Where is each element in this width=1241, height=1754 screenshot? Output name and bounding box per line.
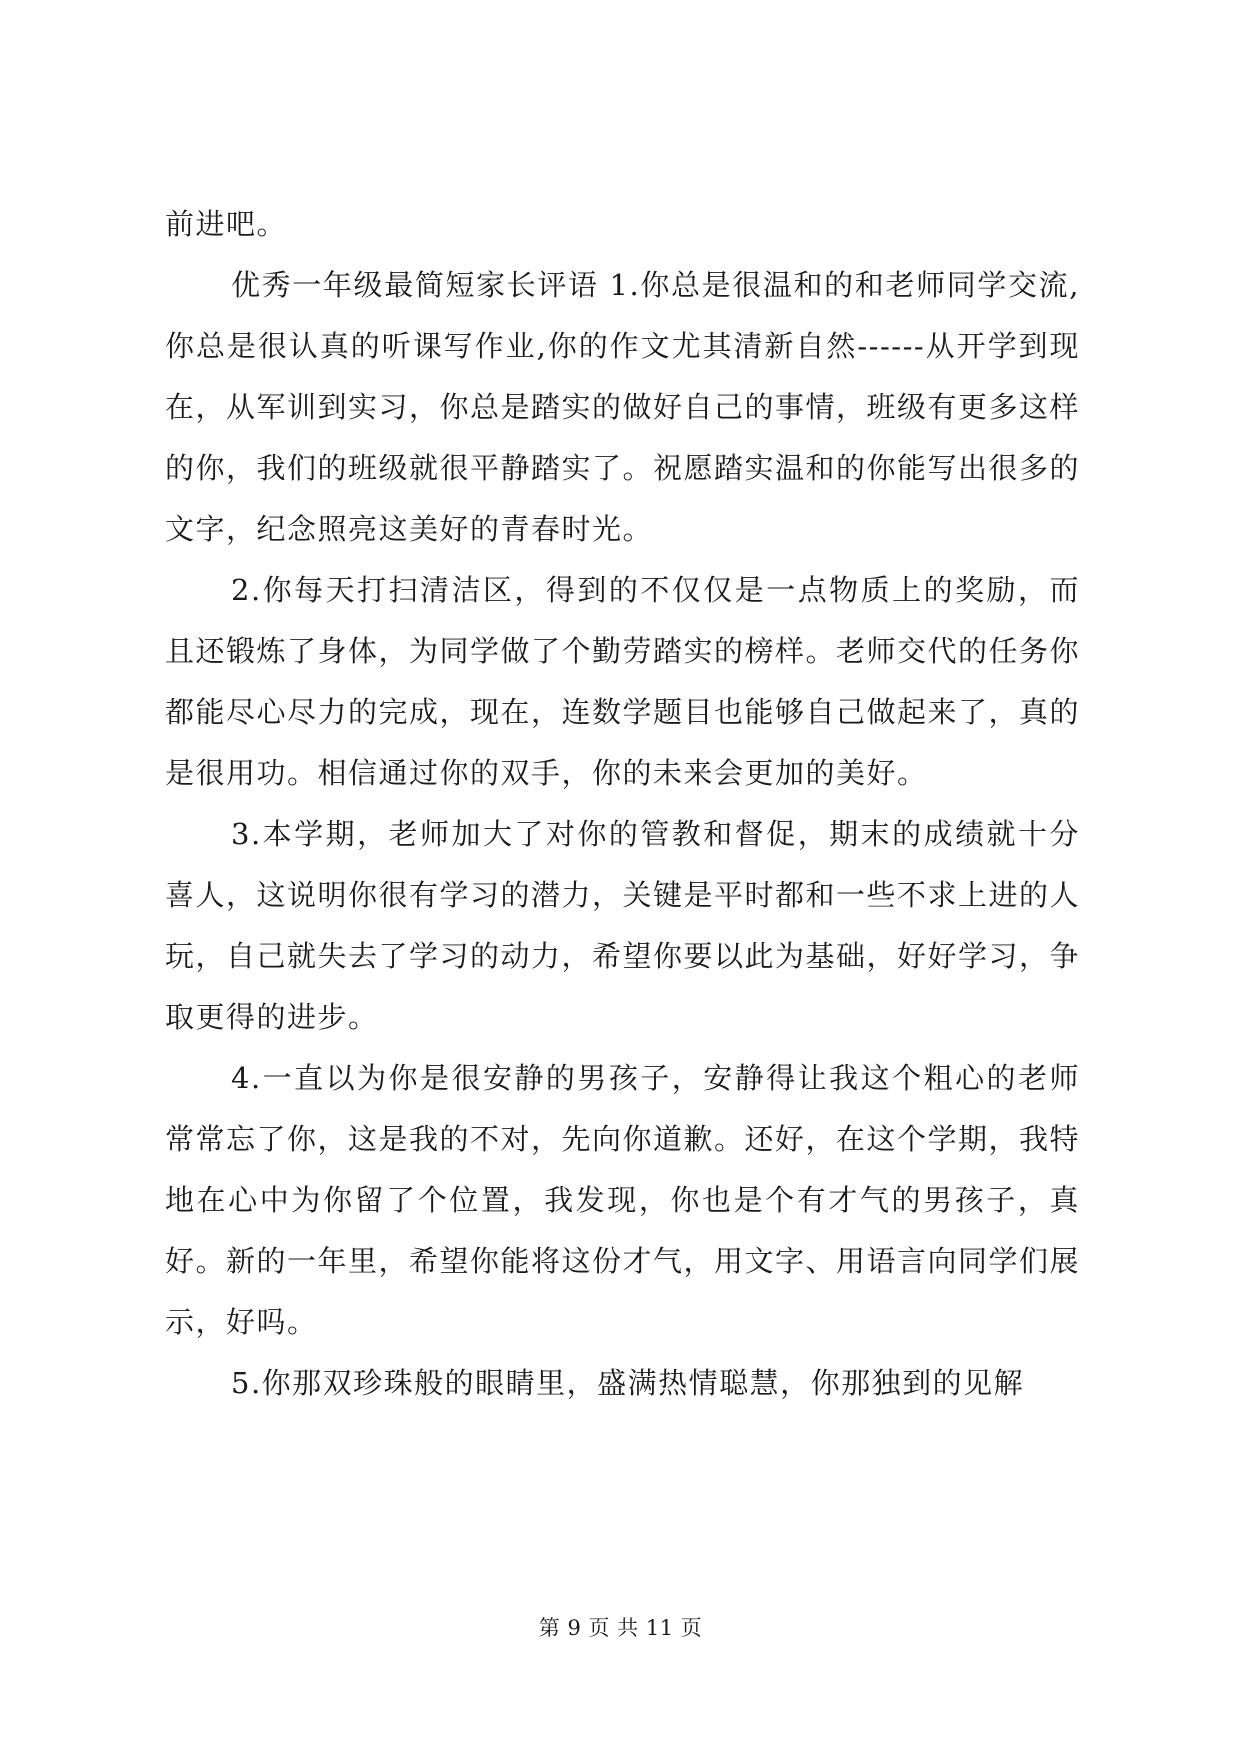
paragraph-comment-1: 优秀一年级最简短家长评语 1.你总是很温和的和老师同学交流,你总是很认真的听课写作业,你的作文尤其清新自然------从开学到现在，从军训到实习，你总是踏实的做好自己的事情，班级有更多这样的你，我们的班级就很平静踏实了。祝愿踏实温和的你能写出很多的文字，纪念照亮这美好的青春时光。 [165, 268, 1081, 546]
page-number-footer: 第 9 页 共 11 页 [538, 1616, 703, 1640]
paragraph-comment-2: 2.你每天打扫清洁区，得到的不仅仅是一点物质上的奖励，而且还锻炼了身体，为同学做了个勤劳踏实的榜样。老师交代的任务你都能尽心尽力的完成，现在，连数学题目也能够自己做起来了，真的是很用功。相信通过你的双手，你的未来会更加的美好。 [165, 573, 1081, 790]
paragraph-comment-4: 4.一直以为你是很安静的男孩子，安静得让我这个粗心的老师常常忘了你，这是我的不对，先向你道歉。还好，在这个学期，我特地在心中为你留了个位置，我发现，你也是个有才气的男孩子，真好。新的一年里，希望你能将这份才气，用文字、用语言向同学们展示，好吗。 [165, 1061, 1081, 1339]
document-body [165, 194, 1080, 1414]
paragraph-comment-5: 5.你那双珍珠般的眼睛里，盛满热情聪慧，你那独到的见解 [231, 1366, 1025, 1400]
paragraph-continuation: 前进吧。 [165, 207, 288, 241]
paragraph-comment-3: 3.本学期，老师加大了对你的管教和督促，期末的成绩就十分喜人，这说明你很有学习的潜力，关键是平时都和一些不求上进的人玩，自己就失去了学习的动力，希望你要以此为基础，好好学习，争取更得的进步。 [165, 817, 1081, 1034]
